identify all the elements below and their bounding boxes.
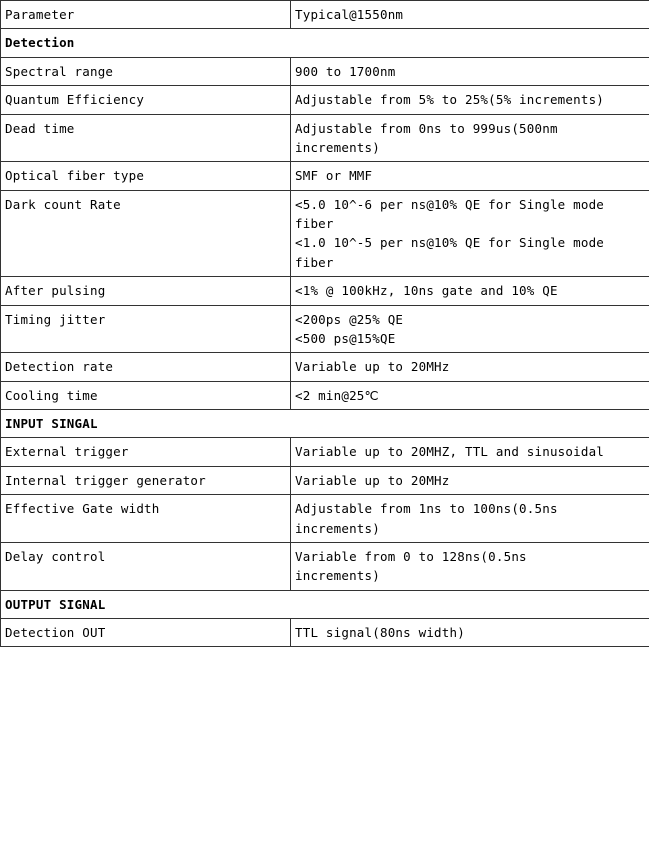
value-line: <5.0 10^-6 per ns@10% QE for Single mode (295, 196, 605, 212)
table-row (1, 466, 649, 494)
value-cell (291, 466, 649, 494)
value-line: increments) (295, 139, 380, 155)
value-line: TTL signal(80ns width) (295, 625, 465, 640)
parameter-cell: Dark count Rate (1, 190, 291, 277)
table-row (1, 353, 649, 381)
table-row (1, 542, 649, 590)
parameter-cell: Delay control (1, 542, 291, 590)
table-row (1, 495, 649, 543)
parameter-cell: Timing jitter (1, 305, 291, 353)
value-line: Adjustable from 1ns to 100ns(0.5ns (295, 501, 558, 517)
table-row (1, 619, 649, 647)
table-row (1, 57, 649, 85)
value-line: <500 ps@15%QE (295, 330, 396, 346)
value-line: fiber (295, 254, 334, 270)
value-cell (291, 114, 649, 162)
value-line: increments) (295, 568, 380, 584)
value-line: Variable up to 20MHz (295, 359, 450, 375)
table-row (1, 381, 649, 409)
value-cell (291, 438, 649, 466)
value-line: Variable up to 20MHZ, TTL and sinusoidal (295, 444, 605, 460)
parameter-cell: Detection rate (1, 353, 291, 381)
table-header-row (1, 1, 649, 29)
value-line: <1.0 10^-5 per ns@10% QE for Single mode (295, 235, 605, 251)
parameter-cell: Effective Gate width (1, 495, 291, 543)
parameter-cell: Dead time (1, 114, 291, 162)
value-line: <200ps @25% QE (295, 311, 404, 327)
parameter-cell: Internal trigger generator (1, 466, 291, 494)
value-cell (291, 353, 649, 381)
section-label: OUTPUT SIGNAL (1, 590, 649, 618)
value-line: Variable up to 20MHz (295, 472, 450, 488)
value-line: fiber (295, 216, 334, 231)
parameter-cell: After pulsing (1, 277, 291, 305)
value-cell (291, 57, 649, 85)
parameter-cell: External trigger (1, 438, 291, 466)
value-cell (291, 305, 649, 353)
value-cell (291, 381, 649, 409)
table-row (1, 86, 649, 114)
table-row (1, 438, 649, 466)
value-line: <2 min@25℃ (295, 387, 379, 403)
value-cell (291, 190, 649, 277)
column-header-value: Typical@1550nm (291, 1, 649, 29)
value-line: Variable from 0 to 128ns(0.5ns (295, 548, 527, 564)
table-section-row (1, 590, 649, 618)
specification-table-body (1, 1, 649, 647)
table-row (1, 190, 649, 277)
column-header-parameter: Parameter (1, 1, 291, 29)
value-line: Adjustable from 5% to 25%(5% increments) (295, 92, 605, 108)
section-label: Detection (1, 29, 649, 57)
table-row (1, 277, 649, 305)
value-cell (291, 542, 649, 590)
value-line: 900 to 1700nm (295, 63, 396, 79)
value-cell (291, 86, 649, 114)
value-cell (291, 162, 649, 190)
table-section-row (1, 410, 649, 438)
table-section-row (1, 29, 649, 57)
section-label: INPUT SINGAL (1, 410, 649, 438)
parameter-cell: Quantum Efficiency (1, 86, 291, 114)
parameter-cell: Optical fiber type (1, 162, 291, 190)
parameter-cell: Detection OUT (1, 619, 291, 647)
value-line: Adjustable from 0ns to 999us(500nm (295, 120, 558, 136)
value-cell (291, 619, 649, 647)
value-line: <1% @ 100kHz, 10ns gate and 10% QE (295, 283, 558, 299)
parameter-cell: Spectral range (1, 57, 291, 85)
value-cell (291, 495, 649, 543)
table-row (1, 162, 649, 190)
value-cell (291, 277, 649, 305)
value-line: increments) (295, 520, 380, 536)
table-row (1, 114, 649, 162)
value-line: SMF or MMF (295, 168, 373, 184)
parameter-cell: Cooling time (1, 381, 291, 409)
table-row (1, 305, 649, 353)
